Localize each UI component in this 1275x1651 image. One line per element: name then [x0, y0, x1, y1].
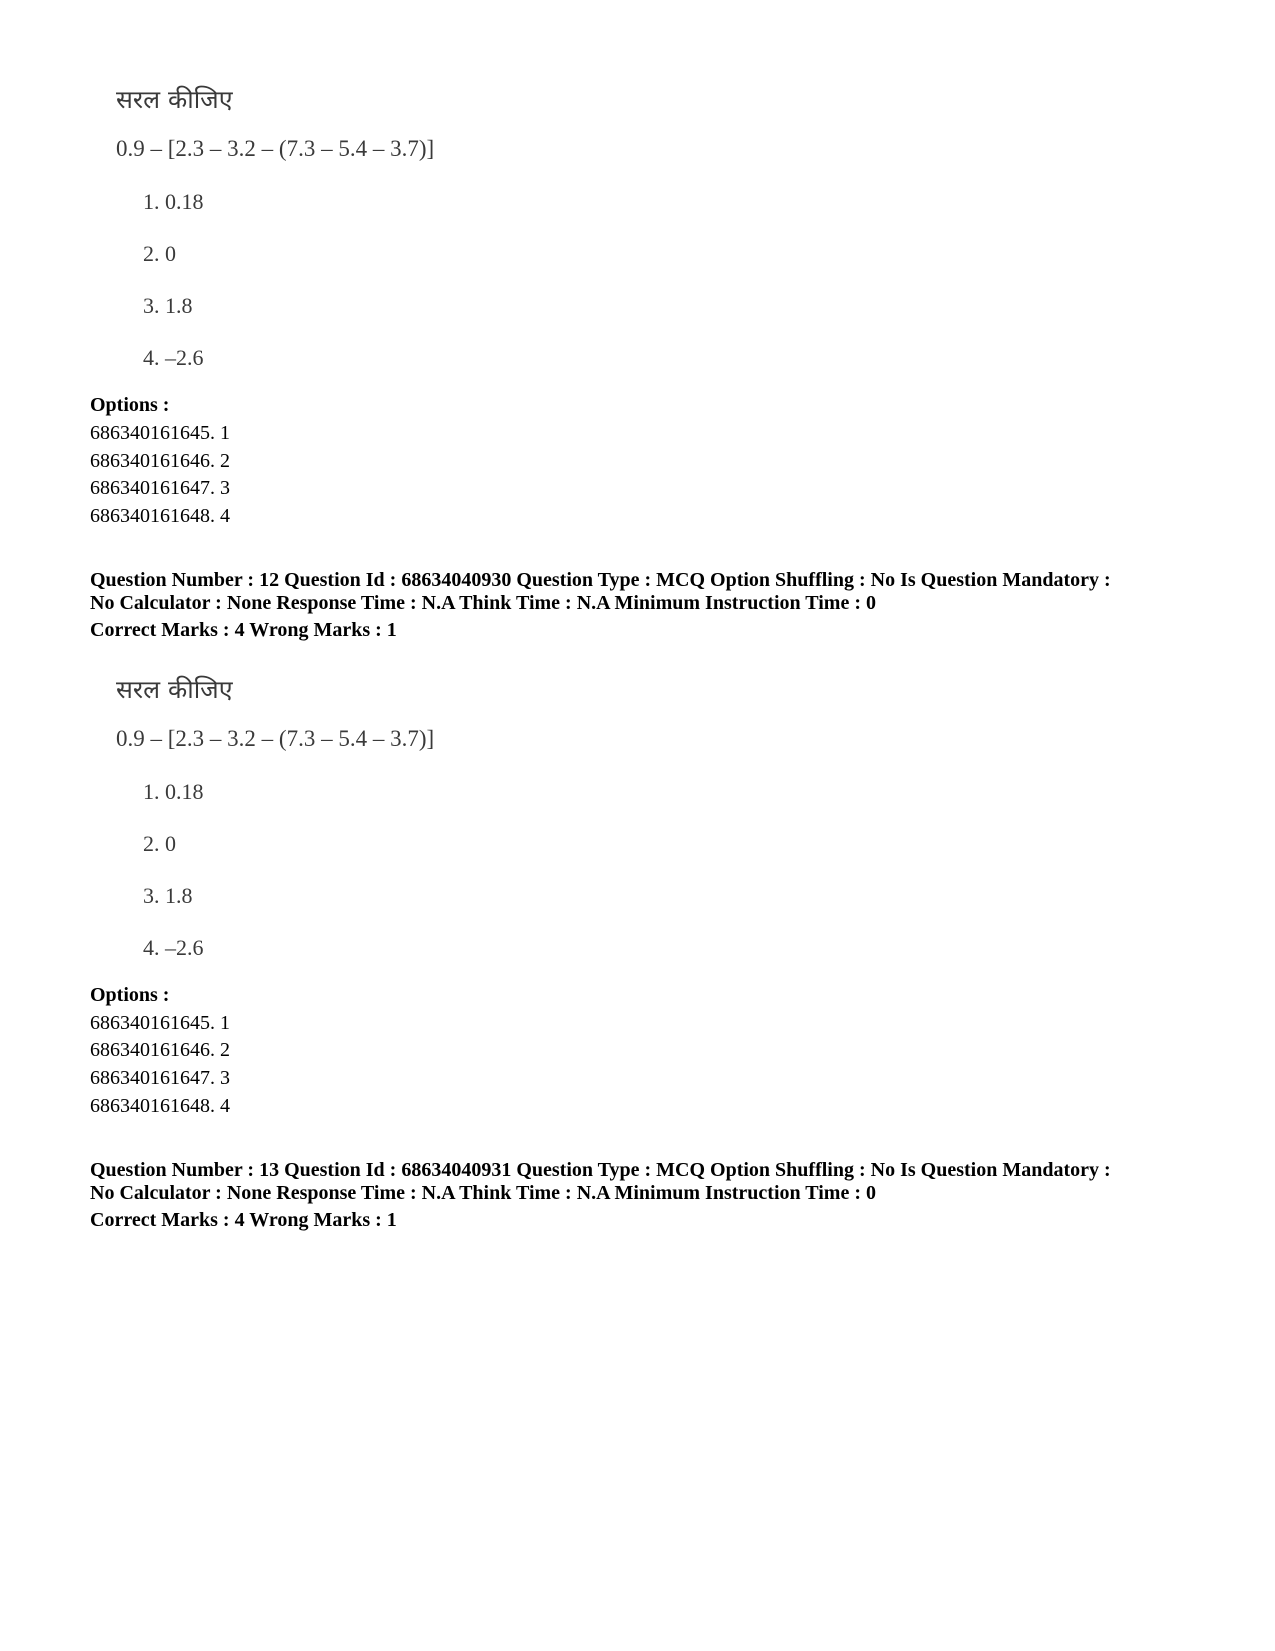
- option-item: 686340161645. 1: [90, 1012, 230, 1034]
- question-choice: 4. –2.6: [143, 345, 204, 370]
- option-item: 686340161648. 4: [90, 505, 230, 527]
- option-item: 686340161646. 2: [90, 1039, 230, 1061]
- option-item: 686340161646. 2: [90, 450, 230, 472]
- question-title: सरल कीजिए: [116, 675, 233, 704]
- question-title: सरल कीजिए: [116, 85, 233, 114]
- question-choice: 3. 1.8: [143, 293, 193, 318]
- option-item: 686340161647. 3: [90, 477, 230, 499]
- question-choice: 2. 0: [143, 241, 176, 266]
- question-meta-line: No Calculator : None Response Time : N.A Think Time : N.A Minimum Instruction Time : 0: [90, 592, 876, 614]
- question-choice: 3. 1.8: [143, 883, 193, 908]
- option-item: 686340161648. 4: [90, 1095, 230, 1117]
- question-marks-line: Correct Marks : 4 Wrong Marks : 1: [90, 1209, 397, 1231]
- question-meta-line: No Calculator : None Response Time : N.A Think Time : N.A Minimum Instruction Time : 0: [90, 1182, 876, 1204]
- question-meta-line: Question Number : 12 Question Id : 68634040930 Question Type : MCQ Option Shuffling : No Is Question Mandatory :: [90, 569, 1111, 591]
- question-marks-line: Correct Marks : 4 Wrong Marks : 1: [90, 619, 397, 641]
- options-label: Options :: [90, 394, 170, 416]
- question-expression: 0.9 – [2.3 – 3.2 – (7.3 – 5.4 – 3.7)]: [116, 136, 435, 161]
- option-item: 686340161645. 1: [90, 422, 230, 444]
- question-meta-line: Question Number : 13 Question Id : 68634040931 Question Type : MCQ Option Shuffling : No Is Question Mandatory :: [90, 1159, 1111, 1181]
- question-expression: 0.9 – [2.3 – 3.2 – (7.3 – 5.4 – 3.7)]: [116, 726, 435, 751]
- option-item: 686340161647. 3: [90, 1067, 230, 1089]
- question-choice: 1. 0.18: [143, 189, 204, 214]
- question-choice: 4. –2.6: [143, 935, 204, 960]
- question-choice: 2. 0: [143, 831, 176, 856]
- question-choice: 1. 0.18: [143, 779, 204, 804]
- options-label: Options :: [90, 984, 170, 1006]
